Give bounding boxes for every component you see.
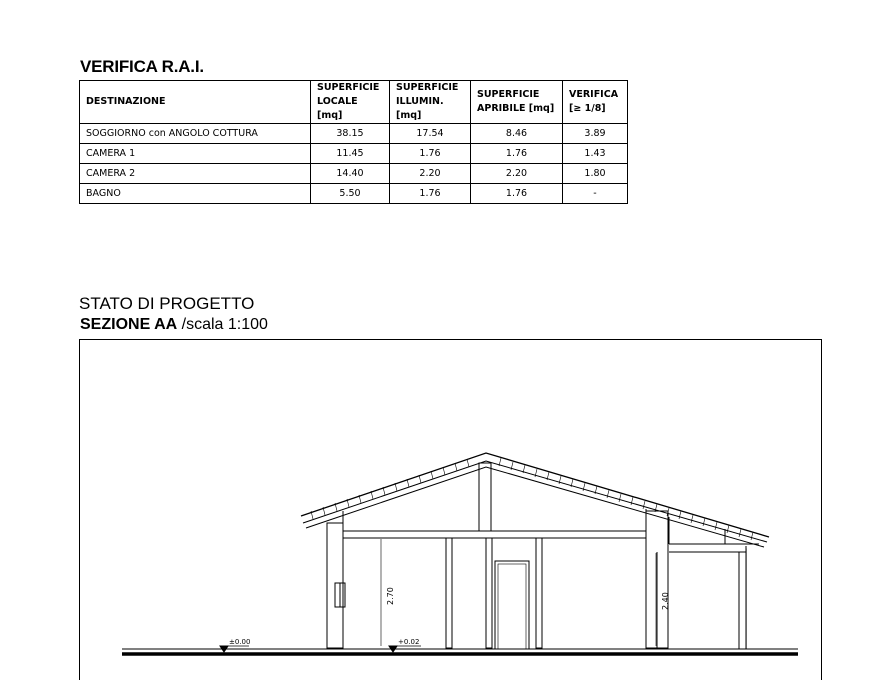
table-row: [80, 124, 628, 144]
walls: [327, 511, 746, 649]
header-superficie-locale-line1: SUPERFICIE: [317, 82, 379, 93]
header-superficie-illuminante: [390, 81, 471, 124]
level-ext-label: ±0.00: [229, 638, 250, 646]
cell-destinazione: CAMERA 1: [80, 144, 311, 164]
cell-superficie-locale: 5.50: [311, 184, 390, 204]
cell-verifica: 1.80: [563, 164, 628, 184]
door: [495, 561, 529, 649]
section-drawing-frame: [79, 339, 822, 680]
cell-superficie-locale: 38.15: [311, 124, 390, 144]
cell-verifica: -: [563, 184, 628, 204]
cell-verifica: 1.43: [563, 144, 628, 164]
header-superficie-apribile: [471, 81, 563, 124]
stato-di-progetto-heading: STATO DI PROGETTO: [79, 294, 254, 314]
cell-destinazione: BAGNO: [80, 184, 311, 204]
header-verifica-line2: [≥ 1/8]: [569, 103, 606, 114]
header-superficie-illuminante-line2: ILLUMIN. [mq]: [396, 96, 444, 121]
cell-superficie-apribile: 2.20: [471, 164, 563, 184]
cell-destinazione: CAMERA 2: [80, 164, 311, 184]
cell-superficie-locale: 11.45: [311, 144, 390, 164]
roof: [301, 453, 769, 547]
header-destinazione: DESTINAZIONE: [80, 81, 311, 124]
section-scale-label: /scala 1:100: [177, 316, 268, 333]
rai-title: VERIFICA R.A.I.: [80, 57, 204, 77]
cell-superficie-locale: 14.40: [311, 164, 390, 184]
section-title: [80, 316, 268, 334]
cell-superficie-apribile: 8.46: [471, 124, 563, 144]
cell-destinazione: SOGGIORNO con ANGOLO COTTURA: [80, 124, 311, 144]
header-superficie-illuminante-line1: SUPERFICIE: [396, 82, 458, 93]
cell-superficie-apribile: 1.76: [471, 184, 563, 204]
rai-table: [79, 80, 628, 204]
section-title-label: SEZIONE AA: [80, 316, 177, 333]
header-verifica-line1: VERIFICA: [569, 89, 618, 100]
cell-superficie-illuminante: 2.20: [390, 164, 471, 184]
table-row: [80, 144, 628, 164]
header-superficie-locale-line2: LOCALE [mq]: [317, 96, 358, 121]
header-superficie-apribile-line2: APRIBILE [mq]: [477, 103, 554, 114]
cell-superficie-illuminante: 1.76: [390, 144, 471, 164]
cell-verifica: 3.89: [563, 124, 628, 144]
table-row: [80, 164, 628, 184]
table-row: [80, 184, 628, 204]
section-aa-drawing: [80, 340, 821, 680]
cell-superficie-illuminante: 1.76: [390, 184, 471, 204]
cell-superficie-apribile: 1.76: [471, 144, 563, 164]
header-superficie-locale: [311, 81, 390, 124]
header-superficie-apribile-line1: SUPERFICIE: [477, 89, 539, 100]
dimension-right-label: 2.40: [661, 592, 670, 610]
dimension-left-label: 2.70: [386, 587, 395, 605]
table-header-row: [80, 81, 628, 124]
cell-superficie-illuminante: 17.54: [390, 124, 471, 144]
level-int-label: +0.02: [398, 638, 419, 646]
header-verifica: [563, 81, 628, 124]
